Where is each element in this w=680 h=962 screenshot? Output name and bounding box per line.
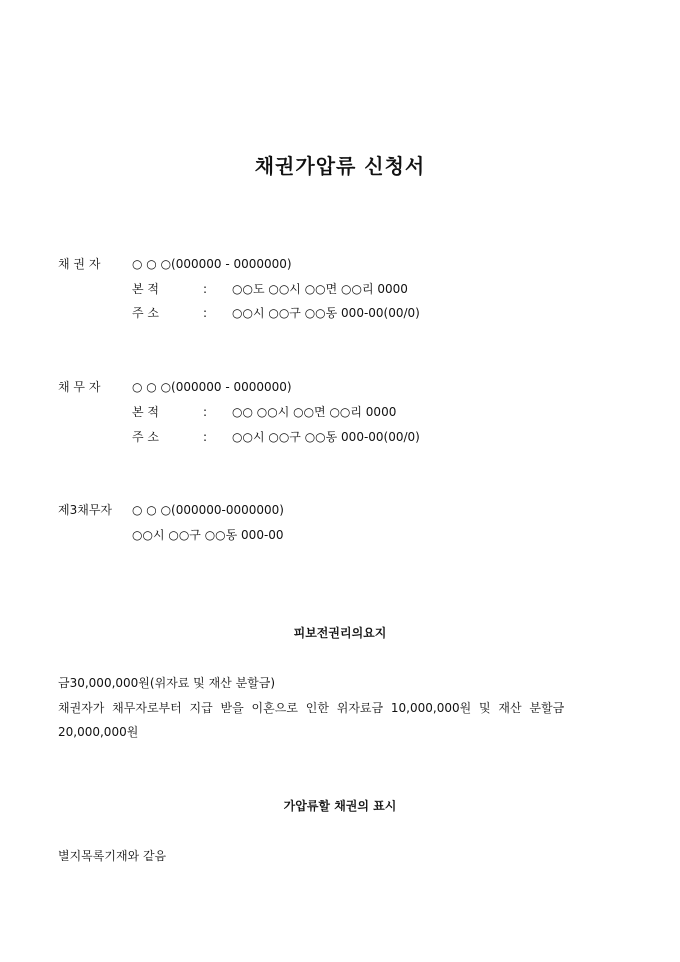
third-debtor-name: ○ ○ ○(000000-0000000) (132, 503, 284, 517)
debtor-label: 채 무 자 (58, 380, 101, 394)
debtor-address-label: 주 소 (132, 430, 159, 444)
creditor-address-colon: : (203, 306, 208, 320)
debtor-domicile-value: ○○ ○○시 ○○면 ○○리 0000 (232, 405, 397, 419)
creditor-address-value: ○○시 ○○구 ○○동 000-00(00/0) (232, 306, 420, 320)
third-debtor-label: 제3채무자 (58, 503, 113, 517)
claim-description-continuation: 20,000,000원 (58, 725, 139, 739)
claim-amount-line: 금30,000,000원(위자료 및 재산 분할금) (58, 676, 276, 690)
debtor-domicile-colon: : (203, 405, 208, 419)
creditor-label: 채 권 자 (58, 257, 101, 271)
creditor-name: ○ ○ ○(000000 - 0000000) (132, 257, 292, 271)
creditor-domicile-label: 본 적 (132, 282, 159, 296)
third-debtor-address: ○○시 ○○구 ○○동 000-00 (132, 528, 284, 542)
document-title: 채권가압류 신청서 (254, 154, 426, 178)
claim-description-line: 채권자가 채무자로부터 지급 받을 이혼으로 인한 위자료금 10,000,000원 및 재산 분할금 (58, 701, 565, 715)
debtor-address-value: ○○시 ○○구 ○○동 000-00(00/0) (232, 430, 420, 444)
debtor-domicile-label: 본 적 (132, 405, 159, 419)
debtor-name: ○ ○ ○(000000 - 0000000) (132, 380, 292, 394)
debtor-address-colon: : (203, 430, 208, 444)
creditor-address-label: 주 소 (132, 306, 159, 320)
creditor-domicile-value: ○○도 ○○시 ○○면 ○○리 0000 (232, 282, 408, 296)
seizure-section-heading: 가압류할 채권의 표시 (283, 799, 397, 813)
claim-section-heading: 피보전권리의요지 (293, 626, 387, 640)
creditor-domicile-colon: : (203, 282, 208, 296)
seizure-description-line: 별지목록기재와 같음 (58, 849, 167, 863)
